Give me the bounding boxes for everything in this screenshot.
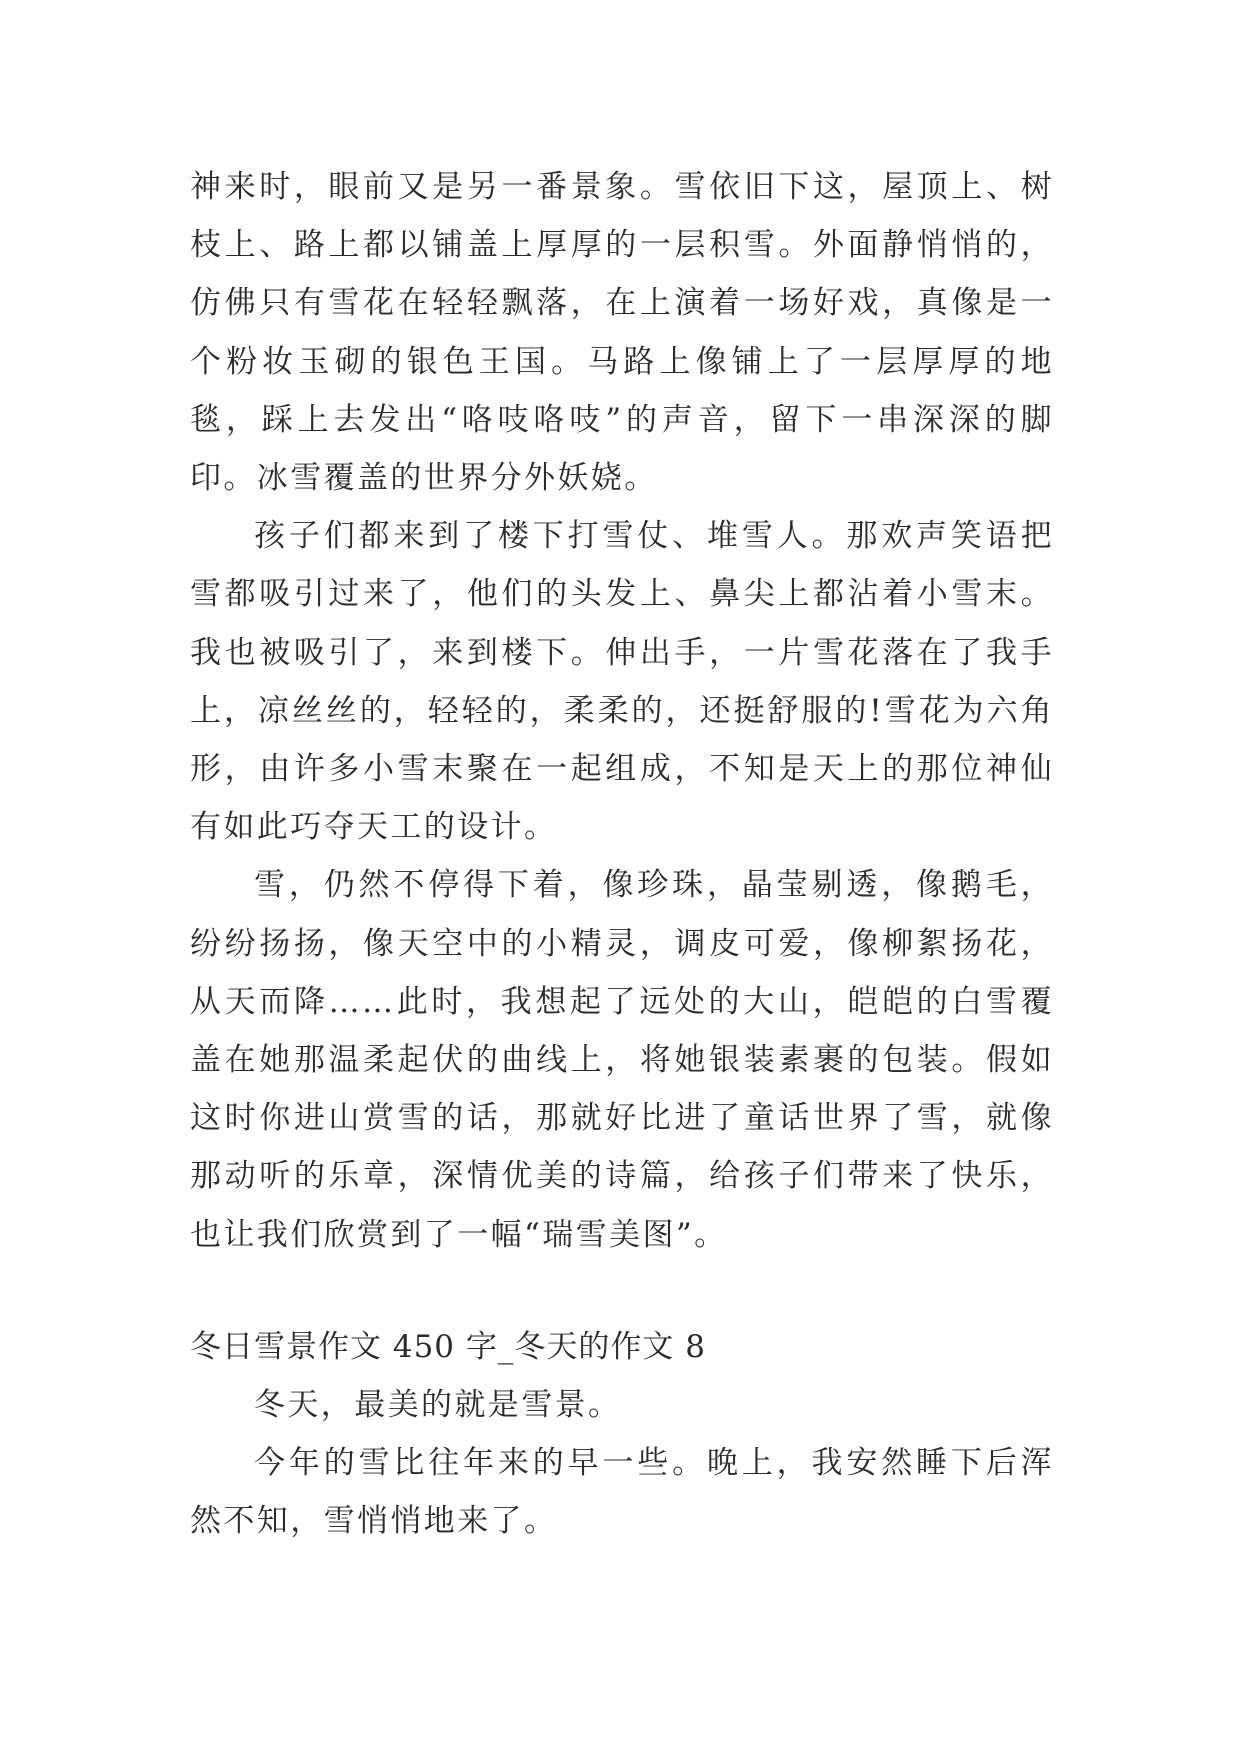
paragraph-continued: 神来时，眼前又是另一番景象。雪依旧下这，屋顶上、树枝上、路上都以铺盖上厚厚的一层积雪。外面静悄悄的，仿佛只有雪花在轻轻飘落，在上演着一场好戏，真像是一个粉妆玉砌的银色王国。马路上像铺上了一层厚厚的地毯，踩上去发出“咯吱咯吱”的声音，留下一串深深的脚印。冰雪覆盖的世界分外妖娆。: [190, 169, 1054, 497]
paragraph-snow-description: 雪，仍然不停得下着，像珍珠，晶莹剔透，像鹅毛，纷纷扬扬，像天空中的小精灵，调皮可爱，像柳絮扬花，从天而降……此时，我想起了远处的大山，皑皑的白雪覆盖在她那温柔起伏的曲线上，将她银装素裹的包装。假如这时你进山赏雪的话，那就好比进了童话世界了雪，就像那动听的乐章，深情优美的诗篇，给孩子们带来了快乐，也让我们欣赏到了一幅“瑞雪美图”。: [190, 867, 1054, 1253]
paragraph-early-snow: 今年的雪比往年来的早一些。晚上，我安然睡下后浑然不知，雪悄悄地来了。: [190, 1445, 1054, 1540]
section-heading: 冬日雪景作文 450 字_冬天的作文 8: [190, 1328, 706, 1365]
paragraph-children-playing: 孩子们都来到了楼下打雪仗、堆雪人。那欢声笑语把雪都吸引过来了，他们的头发上、鼻尖上都沾着小雪末。我也被吸引了，来到楼下。伸出手，一片雪花落在了我手上，凉丝丝的，轻轻的，柔柔的，还挺舒服的!雪花为六角形，由许多小雪末聚在一起组成，不知是天上的那位神仙有如此巧夺天工的设计。: [190, 518, 1054, 846]
document-body: [190, 158, 1054, 1551]
paragraph-winter-intro: 冬天，最美的就是雪景。: [254, 1387, 622, 1424]
